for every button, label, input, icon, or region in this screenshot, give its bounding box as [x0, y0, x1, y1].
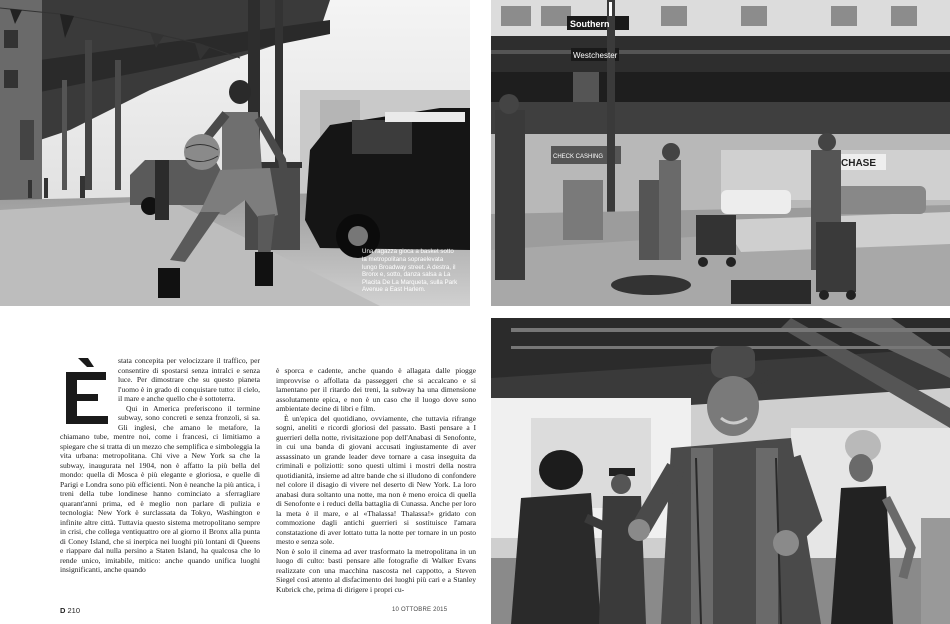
- paragraph: stata concepita per velocizzare il traffico, per consentire di spostarsi senza intralci e senza luce. Per dimostrare che su questo pianeta l'uomo è in grado di conquistare tutto: il cielo, il mare e anche quello che è sottoterra.: [118, 356, 260, 403]
- svg-text:CHECK CASHING: CHECK CASHING: [553, 154, 604, 160]
- drop-cap-letter: È: [60, 356, 61, 357]
- page-folio: [60, 606, 80, 615]
- photo-salsa-dancers: [491, 318, 950, 624]
- paragraph: È un'epica del quotidiano, ovviamente, che tuttavia rifrange sogni, aneliti e ricordi gloriosi del passato. Basti pensare a I guerrieri della notte, rivisitazione pop dell'Anabasi di Senofonte, in cui una banda di giovani accusati ingiustamente di aver assassinato un grande leader deve tornare a casa inseguita da criminali e poliziotti: sono questi ultimi i mostri della nostra quotidianità, insieme ad altre bande che si illudono di confondere nel colore il disagio di vivere nel deserto di New York. La loro anabasi dura soltanto una notte, ma non è meno eroica di quella di Senofonte e i reduci della battaglia di Cunassa. Anche per loro la meta è il mare, e al «Thalassa! Thalassa!» gridato con commozione dagli antichi guerrieri si sostituisce l'amara constatazione di aver lottato tutta la notte per tornare in un posto mesto e senza sole.: [276, 413, 476, 546]
- paragraph: Qui in America preferiscono il termine subway, sono concreti e senza fronzoli, si sa. Gli inglesi, che amano le metafore, la chiamano tube, mentre noi, come i francesi, ci limitiamo a spiegare che si tratta di un mezzo che semplifica e simboleggia la vita urbana: metropolitana. Chi vive a New York sa che la subway, inaugurata nel 1904, non è affatto la più bella del mondo: quella di Mosca è più elegante e gloriosa, e quelle di Parigi e Londra sono più efficienti. Non è neanche la più antica, i treni della tube londinese hanno cominciato a sferragliare quarant'anni prima, ed è meglio non parlare di pulizia e tecnologia: New York è surclassata da Tokyo, Washington e infinite altre città. Tuttavia questo sistema metropolitano sempre in crisi, che collega ventiquattro ore al giorno il Bronx alla punta di Coney Island, che si inerpica nei luoghi più lontani di Queens e riappare dal nulla persino a Staten Island, ha qualcosa che lo rende unico, imitabile, mitico: anche quando unifica luoghi insignificanti, anche quando: [60, 403, 260, 574]
- svg-text:Westchester: Westchester: [573, 51, 618, 60]
- section-letter: D: [60, 606, 66, 615]
- paragraph: è sporca e cadente, anche quando è allagata dalle piogge improvvise o affollata da passeggeri che si accalcano e si lamentano per il ritardo dei treni, la subway ha una dimensione assolutamente epica, e non è un caso che il luogo dove sono ambientate decine di libri e film.: [276, 366, 476, 413]
- article-body: [60, 338, 476, 594]
- article-column-left: [60, 356, 260, 575]
- photo-bronx-street: [491, 0, 950, 306]
- svg-text:Southern: Southern: [570, 19, 610, 29]
- photo-caption: Una ragazza gioca a basket sotto la metropolitana sopraelevata lungo Broadway street. A destra, il Bronx e, sotto, danza salsa a La Placita De La Marqueta, sulla Park Avenue a East Harlem.: [362, 248, 458, 294]
- article-column-right: [276, 366, 476, 594]
- issue-date: 10 OTTOBRE 2015: [392, 607, 448, 613]
- drop-cap: [60, 356, 112, 426]
- page-number: 210: [67, 606, 81, 615]
- paragraph: Non è solo il cinema ad aver trasformato la metropolitana in un luogo di culto: basti pensare alle fotografie di Walker Evans realizzate con una macchina nascosta nel cappotto, a Steven Siegel così attento al disfacimento dei luoghi più cari e a Stanley Kubrick che, prima di dirigere i propri cu-: [276, 546, 476, 594]
- photo-basketball-under-el: [0, 0, 470, 306]
- svg-text:CHASE: CHASE: [841, 158, 877, 169]
